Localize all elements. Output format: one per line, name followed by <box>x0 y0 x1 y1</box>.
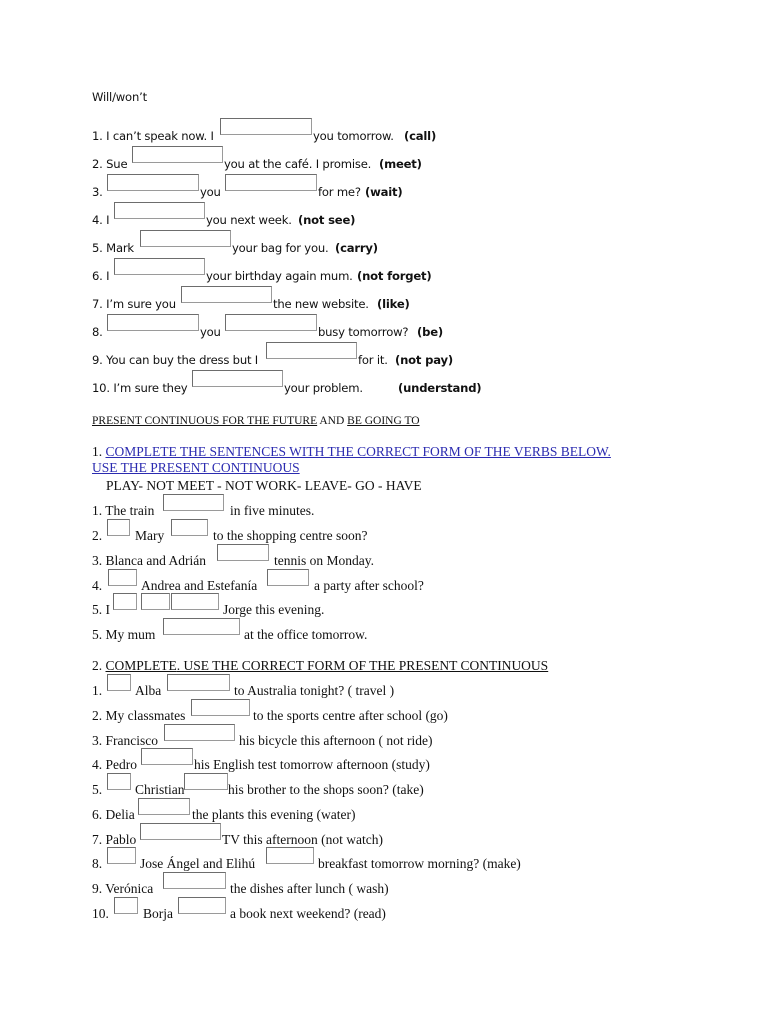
answer-box[interactable] <box>178 897 226 914</box>
answer-box[interactable] <box>138 798 190 815</box>
answer-box[interactable] <box>225 314 317 331</box>
exercise-2-instructions: 2. COMPLETE. USE THE CORRECT FORM OF THE PRESENT CONTINUOUS <box>92 658 549 673</box>
answer-box[interactable] <box>267 569 309 586</box>
answer-box[interactable] <box>225 174 317 191</box>
answer-box[interactable] <box>181 286 272 303</box>
answer-box[interactable] <box>163 494 224 511</box>
answer-box[interactable] <box>163 872 226 889</box>
answer-box[interactable] <box>107 773 131 790</box>
answer-box[interactable] <box>266 342 357 359</box>
answer-box[interactable] <box>171 519 208 536</box>
answer-box[interactable] <box>191 699 250 716</box>
exercise-1-instructions-line-2: USE THE PRESENT CONTINUOUS <box>92 460 300 475</box>
exercise-1-instructions: 1. COMPLETE THE SENTENCES WITH THE CORRECT FORM OF THE VERBS BELOW. <box>92 444 611 459</box>
answer-box[interactable] <box>266 847 314 864</box>
answer-box[interactable] <box>184 773 228 790</box>
answer-box[interactable] <box>114 258 205 275</box>
answer-box[interactable] <box>114 897 138 914</box>
answer-box[interactable] <box>140 823 221 840</box>
answer-box[interactable] <box>107 674 131 691</box>
answer-box[interactable] <box>107 847 136 864</box>
answer-box[interactable] <box>140 230 231 247</box>
answer-box[interactable] <box>141 593 170 610</box>
answer-box[interactable] <box>192 370 283 387</box>
answer-box[interactable] <box>113 593 137 610</box>
verb-list: PLAY- NOT MEET - NOT WORK- LEAVE- GO - HAVE <box>106 478 422 493</box>
answer-box[interactable] <box>132 146 223 163</box>
answer-box[interactable] <box>171 593 219 610</box>
answer-box[interactable] <box>164 724 235 741</box>
answer-box[interactable] <box>107 519 130 536</box>
answer-box[interactable] <box>107 314 199 331</box>
answer-box[interactable] <box>108 569 137 586</box>
section-heading: PRESENT CONTINUOUS FOR THE FUTURE AND BE GOING TO <box>92 415 420 427</box>
answer-box[interactable] <box>141 748 193 765</box>
answer-box[interactable] <box>107 174 199 191</box>
worksheet-title: Will/won’t <box>92 90 147 104</box>
answer-box[interactable] <box>163 618 240 635</box>
answer-box[interactable] <box>217 544 269 561</box>
answer-box[interactable] <box>220 118 312 135</box>
answer-box[interactable] <box>114 202 205 219</box>
answer-box[interactable] <box>167 674 230 691</box>
